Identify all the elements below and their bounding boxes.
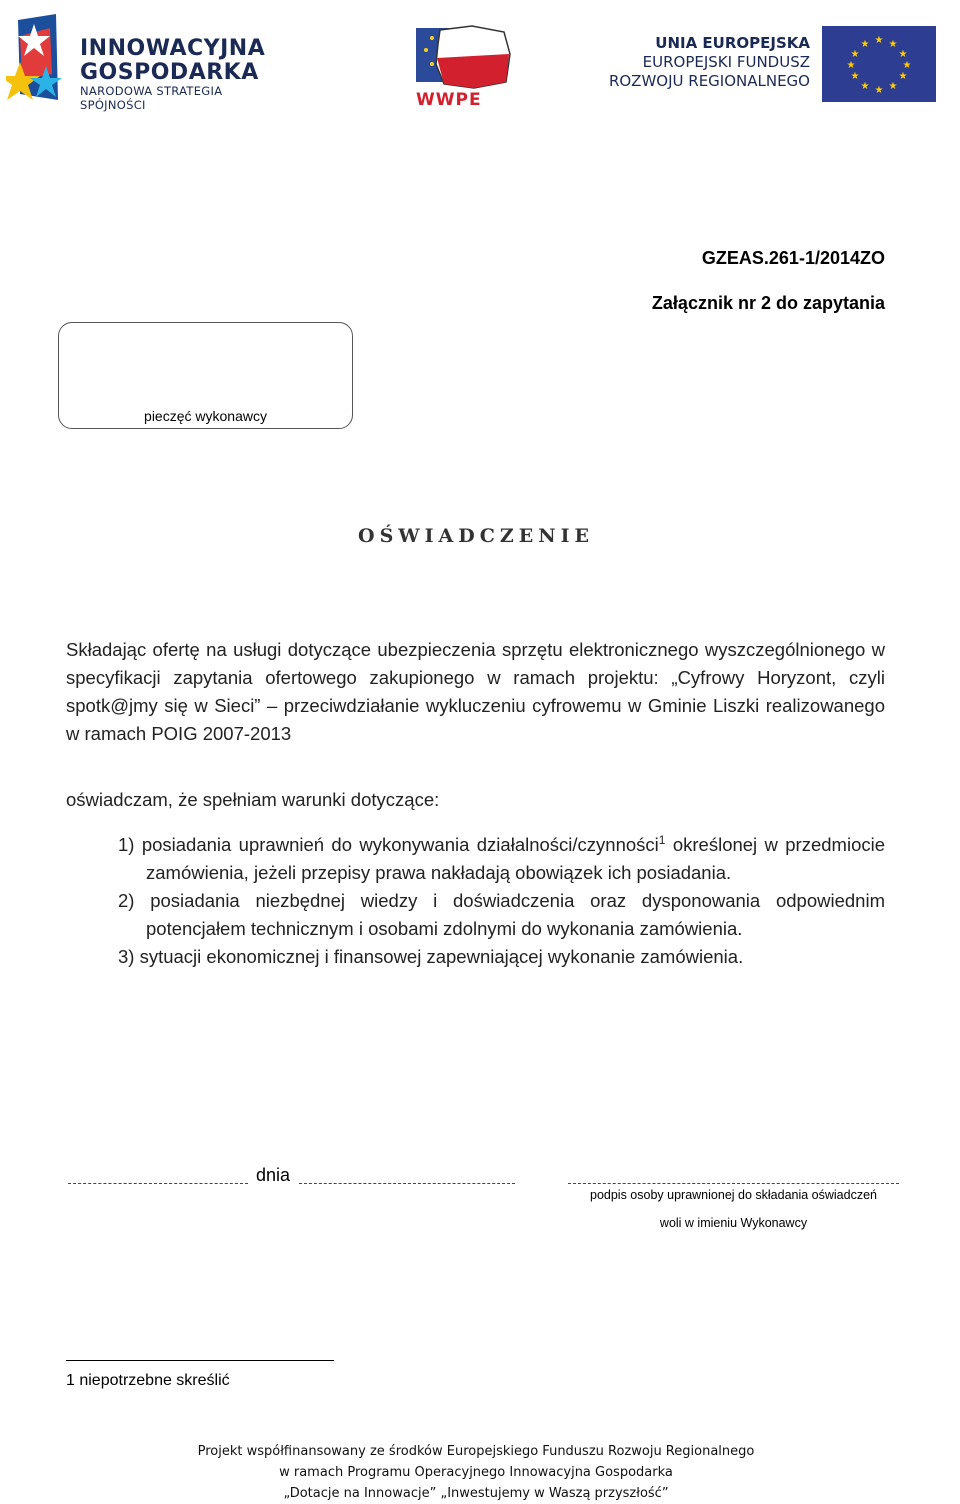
svg-text:★: ★ bbox=[850, 49, 860, 60]
svg-text:★: ★ bbox=[860, 39, 870, 50]
conditions-list bbox=[118, 826, 885, 971]
condition-item-3: 3) sytuacji ekonomicznej i finansowej zapewniającej wykonanie zamówienia. bbox=[118, 946, 744, 968]
svg-text:★: ★ bbox=[888, 39, 898, 50]
date-field-line bbox=[299, 1183, 515, 1184]
footer-line1: Projekt współfinansowany ze środków Europejskiego Funduszu Rozwoju Regionalnego bbox=[197, 1444, 755, 1459]
svg-text:★: ★ bbox=[860, 81, 870, 92]
condition-1-rest: określonej w przedmiocie zamówienia, jeżeli przepisy prawa nakładają obowiązek ich posiadania. bbox=[146, 834, 886, 884]
ig-logo-line1: INNOWACYJNA bbox=[80, 36, 266, 61]
stamp-label: pieczęć wykonawcy bbox=[144, 408, 267, 424]
place-field-line bbox=[68, 1183, 248, 1184]
ue-logo-line3: ROZWOJU REGIONALNEGO bbox=[608, 72, 810, 90]
signature-caption-line2: woli w imieniu Wykonawcy bbox=[659, 1216, 808, 1230]
footer-line2: w ramach Programu Operacyjnego Innowacyjna Gospodarka bbox=[279, 1465, 673, 1480]
ig-logo-line3: NARODOWA STRATEGIA SPÓJNOŚCI bbox=[80, 84, 223, 112]
ue-logo-line2: EUROPEJSKI FUNDUSZ bbox=[642, 53, 810, 71]
footnote-separator bbox=[66, 1360, 334, 1361]
footer-line3: „Dotacje na Innowacje” „Inwestujemy w Waszą przyszłość” bbox=[283, 1486, 669, 1501]
svg-text:★: ★ bbox=[850, 71, 860, 82]
svg-text:★: ★ bbox=[874, 35, 884, 46]
footnote-marker: 1 bbox=[658, 833, 666, 847]
signature-caption-line1: podpis osoby uprawnionej do składania oświadczeń bbox=[590, 1188, 877, 1202]
svg-text:★: ★ bbox=[846, 60, 856, 71]
innowacyjna-gospodarka-logo bbox=[6, 14, 286, 112]
svg-text:★: ★ bbox=[898, 49, 908, 60]
condition-item-1 bbox=[118, 826, 885, 887]
contractor-stamp-box bbox=[58, 322, 353, 429]
signature-field-line bbox=[568, 1183, 899, 1184]
document-title: OŚWIADCZENIE bbox=[358, 525, 594, 547]
attachment-label: Załącznik nr 2 do zapytania bbox=[651, 293, 885, 313]
star-emblem-icon bbox=[6, 14, 76, 106]
declaration-text: oświadczam, że spełniam warunki dotyczące: bbox=[66, 789, 440, 810]
wwpe-logo bbox=[414, 24, 514, 110]
svg-text:★: ★ bbox=[902, 60, 912, 71]
svg-text:★: ★ bbox=[874, 85, 884, 96]
condition-item-2: 2) posiadania niezbędnej wiedzy i doświadczenia oraz dysponowania odpowiednim potencjałem technicznym i osobami zdolnymi do wykonania zamówienia. bbox=[118, 890, 885, 940]
wwpe-text: WWPE bbox=[416, 90, 482, 110]
footnote-text: 1 niepotrzebne skreślić bbox=[66, 1372, 230, 1389]
reference-number: GZEAS.261-1/2014ZO bbox=[701, 248, 885, 268]
condition-1-text: 1) posiadania uprawnień do wykonywania działalności/czynności bbox=[118, 834, 659, 856]
unia-europejska-logo bbox=[610, 26, 940, 104]
svg-text:★: ★ bbox=[888, 81, 898, 92]
ue-logo-line1: UNIA EUROPEJSKA bbox=[655, 34, 810, 52]
intro-paragraph: Składając ofertę na usługi dotyczące ubezpieczenia sprzętu elektronicznego wyszczególnionego w specyfikacji zapytania ofertowego zakupionego w ramach projektu: „Cyfrowy Horyzont, czyli spotk@jmy się w Sieci” – przeciwdziałanie wykluczeniu cyfrowemu w Gminie Liszki realizowanego w ramach POIG 2007-2013 bbox=[66, 639, 885, 744]
ig-logo-line2: GOSPODARKA bbox=[80, 60, 259, 85]
eu-flag-icon bbox=[822, 26, 936, 102]
svg-text:★: ★ bbox=[898, 71, 908, 82]
date-label: dnia bbox=[256, 1165, 291, 1185]
poland-map-icon bbox=[414, 24, 514, 90]
